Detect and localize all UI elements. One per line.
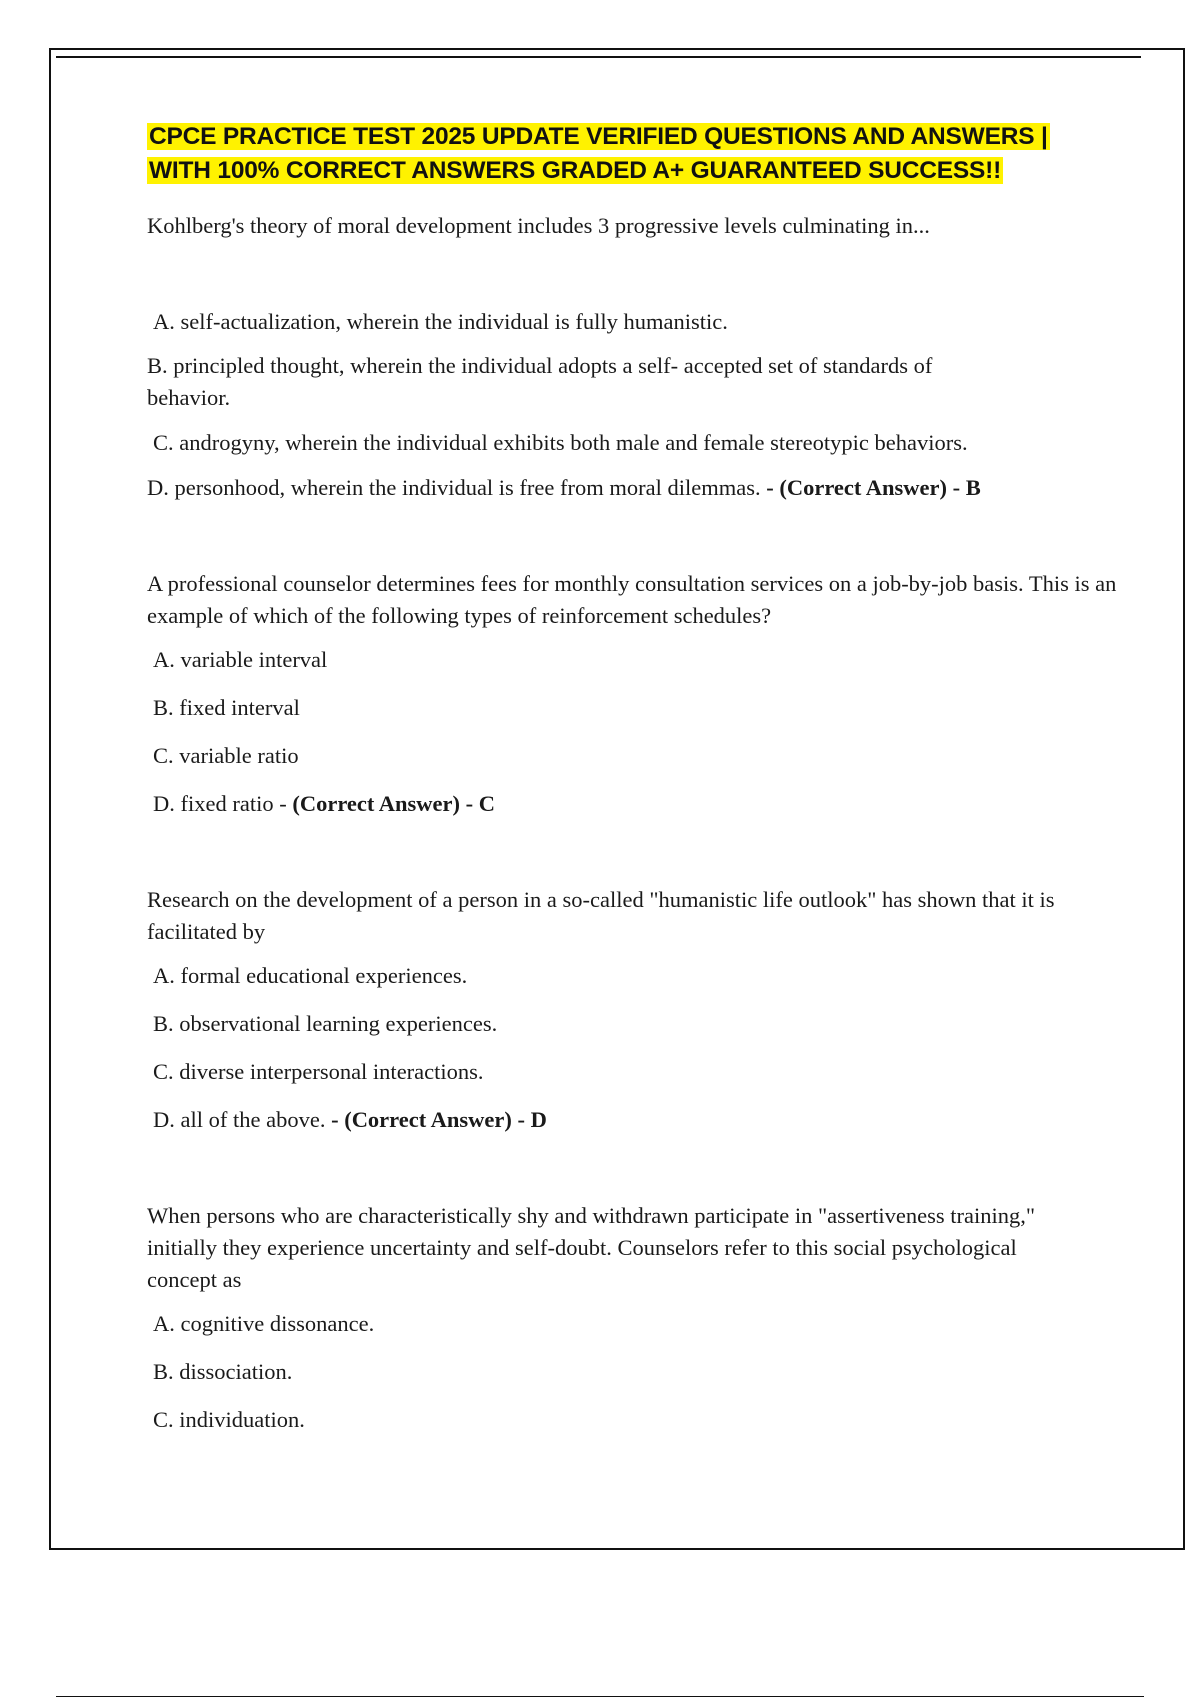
answer-option: D. fixed ratio - — [153, 791, 287, 816]
answer-option: D. all of the above. — [153, 1107, 326, 1132]
answer-option: B. fixed interval — [153, 695, 300, 720]
question-block — [147, 884, 1137, 1136]
question-block — [147, 568, 1137, 820]
answer-option: B. observational learning experiences. — [153, 1011, 498, 1036]
correct-answer: (Correct Answer) - C — [292, 791, 495, 816]
top-rule — [56, 56, 1141, 58]
answer-option-with-answer — [147, 472, 1137, 504]
answer-option: C. androgyny, wherein the individual exhibits both male and female stereotypic behaviors. — [153, 430, 968, 455]
question-prompt: Research on the development of a person in a so-called "humanistic life outlook" has shown that it is facilitated by — [147, 887, 1055, 944]
answer-option: B. principled thought, wherein the individual adopts a self- accepted set of standards of behavior. — [147, 353, 933, 410]
document-title — [147, 120, 1087, 188]
answer-option: C. individuation. — [153, 1407, 305, 1432]
question-prompt: When persons who are characteristically shy and withdrawn participate in "assertiveness training," initially they experience uncertainty and self-doubt. Counselors refer to this social psychological concept as — [147, 1203, 1036, 1292]
correct-answer: - (Correct Answer) - D — [331, 1107, 547, 1132]
answer-option: D. personhood, wherein the individual is free from moral dilemmas. — [147, 475, 761, 500]
page-frame — [49, 48, 1185, 1550]
answer-option: A. cognitive dissonance. — [153, 1311, 375, 1336]
question-prompt: Kohlberg's theory of moral development includes 3 progressive levels culminating in... — [147, 213, 930, 238]
answer-option-with-answer — [147, 788, 1137, 820]
correct-answer: - (Correct Answer) - B — [766, 475, 981, 500]
answer-option-with-answer — [147, 1104, 1137, 1136]
page-bottom-rule — [56, 1696, 1144, 1697]
page-content — [147, 74, 1137, 1436]
question-prompt: A professional counselor determines fees for monthly consultation services on a job-by-job basis. This is an example of which of the following types of reinforcement schedules? — [147, 571, 1117, 628]
answer-option: C. diverse interpersonal interactions. — [153, 1059, 484, 1084]
answer-option: A. formal educational experiences. — [153, 963, 468, 988]
question-block — [147, 210, 1137, 504]
answer-option: C. variable ratio — [153, 743, 299, 768]
answer-option: A. variable interval — [153, 647, 328, 672]
document-title-highlight: CPCE PRACTICE TEST 2025 UPDATE VERIFIED QUESTIONS AND ANSWERS | WITH 100% CORRECT ANSWERS GRADED A+ GUARANTEED SUCCESS!! — [149, 123, 1048, 184]
question-block — [147, 1200, 1137, 1436]
answer-option: B. dissociation. — [153, 1359, 293, 1384]
answer-option: A. self-actualization, wherein the individual is fully humanistic. — [153, 309, 728, 334]
